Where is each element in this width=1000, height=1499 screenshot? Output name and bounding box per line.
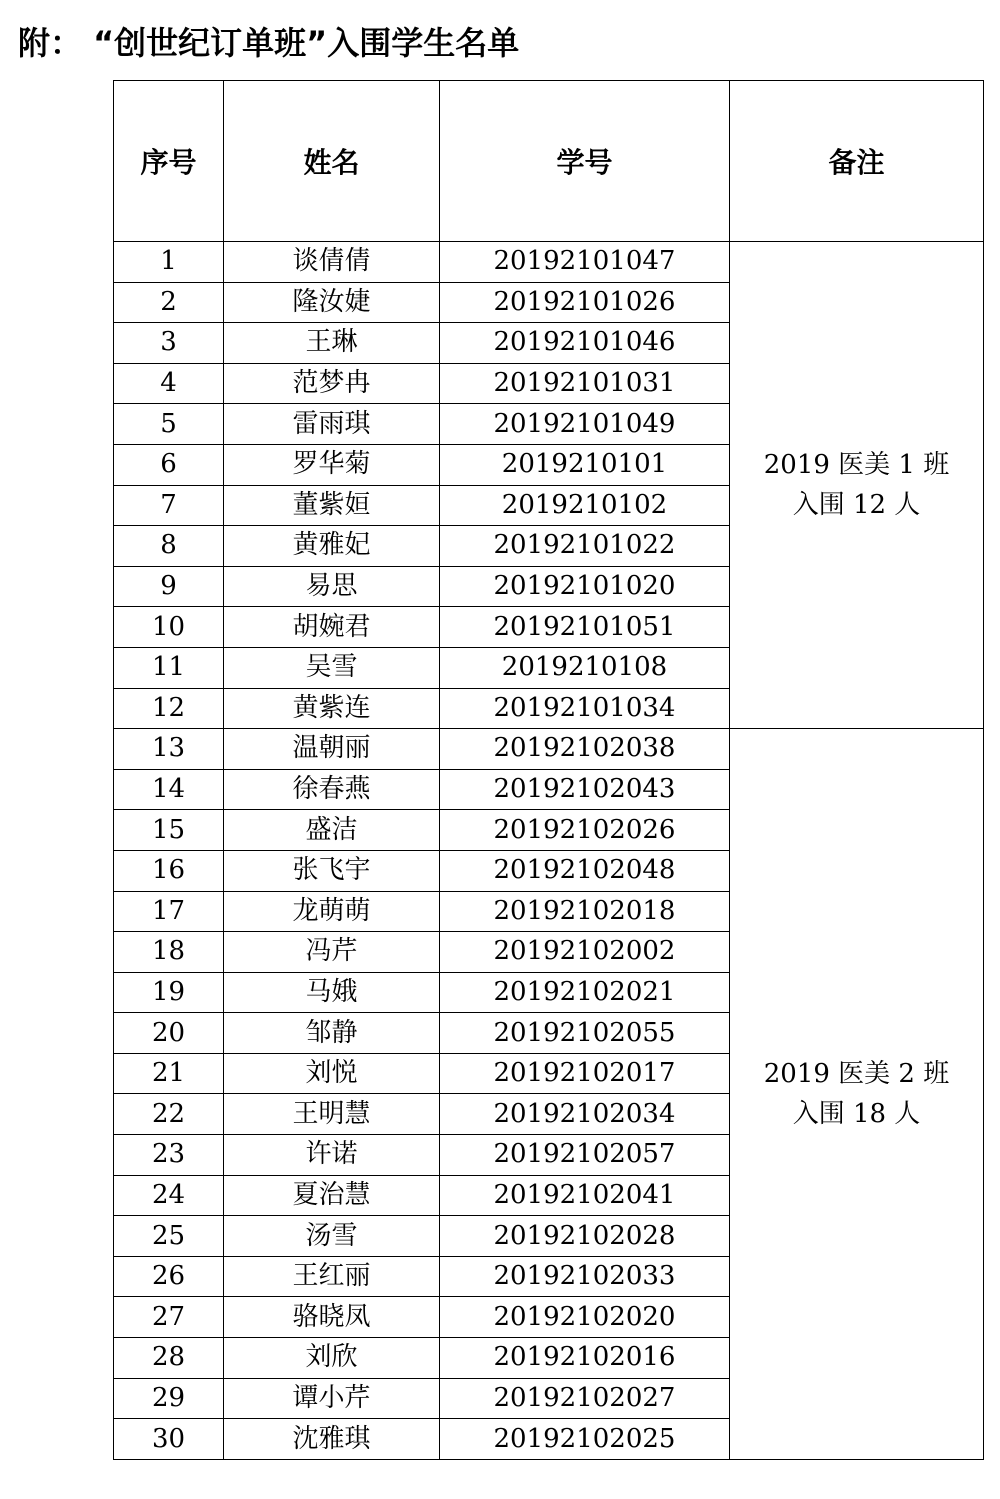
index-cell: 23: [114, 1135, 224, 1176]
name-cell: 温朝丽: [224, 729, 440, 770]
student-id-cell: 20192102057: [440, 1135, 730, 1176]
name-cell: 吴雪: [224, 647, 440, 688]
document-title: 附： “创世纪订单班”入围学生名单: [18, 24, 520, 62]
index-cell: 26: [114, 1256, 224, 1297]
student-id-cell: 20192101026: [440, 282, 730, 323]
name-cell: 罗华菊: [224, 444, 440, 485]
name-cell: 刘欣: [224, 1338, 440, 1379]
student-id-cell: 20192101020: [440, 566, 730, 607]
student-id-cell: 2019210108: [440, 647, 730, 688]
student-id-cell: 20192102055: [440, 1013, 730, 1054]
index-cell: 24: [114, 1175, 224, 1216]
name-cell: 雷雨琪: [224, 404, 440, 445]
header-row: [114, 81, 984, 242]
remark-cell: [730, 242, 984, 729]
name-cell: 沈雅琪: [224, 1419, 440, 1460]
student-id-cell: 2019210101: [440, 444, 730, 485]
student-id-cell: 20192102018: [440, 891, 730, 932]
index-cell: 16: [114, 850, 224, 891]
student-id-cell: 20192102016: [440, 1338, 730, 1379]
student-id-cell: 20192101034: [440, 688, 730, 729]
index-cell: 19: [114, 972, 224, 1013]
student-id-cell: 20192102033: [440, 1256, 730, 1297]
name-cell: 王明慧: [224, 1094, 440, 1135]
index-cell: 12: [114, 688, 224, 729]
name-cell: 谭小芹: [224, 1378, 440, 1419]
index-cell: 15: [114, 810, 224, 851]
student-id-cell: 20192102028: [440, 1216, 730, 1257]
index-cell: 30: [114, 1419, 224, 1460]
student-id-cell: 20192102027: [440, 1378, 730, 1419]
header-name: 姓名: [224, 81, 440, 242]
name-cell: 冯芹: [224, 932, 440, 973]
student-id-cell: 20192102017: [440, 1053, 730, 1094]
index-cell: 11: [114, 647, 224, 688]
header-remark: 备注: [730, 81, 984, 242]
name-cell: 黄雅妃: [224, 526, 440, 567]
name-cell: 谈倩倩: [224, 242, 440, 283]
student-id-cell: 20192102025: [440, 1419, 730, 1460]
index-cell: 1: [114, 242, 224, 283]
name-cell: 张飞宇: [224, 850, 440, 891]
name-cell: 范梦冉: [224, 363, 440, 404]
student-id-cell: 20192101046: [440, 323, 730, 364]
index-cell: 28: [114, 1338, 224, 1379]
header-student-id: 学号: [440, 81, 730, 242]
index-cell: 22: [114, 1094, 224, 1135]
index-cell: 29: [114, 1378, 224, 1419]
index-cell: 2: [114, 282, 224, 323]
name-cell: 刘悦: [224, 1053, 440, 1094]
student-id-cell: 20192102034: [440, 1094, 730, 1135]
student-id-cell: 20192102021: [440, 972, 730, 1013]
index-cell: 10: [114, 607, 224, 648]
name-cell: 隆汝婕: [224, 282, 440, 323]
index-cell: 5: [114, 404, 224, 445]
index-cell: 3: [114, 323, 224, 364]
student-id-cell: 20192101051: [440, 607, 730, 648]
index-cell: 13: [114, 729, 224, 770]
name-cell: 马娥: [224, 972, 440, 1013]
index-cell: 4: [114, 363, 224, 404]
student-id-cell: 20192101031: [440, 363, 730, 404]
table-body: [114, 242, 984, 1460]
student-id-cell: 20192102002: [440, 932, 730, 973]
name-cell: 汤雪: [224, 1216, 440, 1257]
index-cell: 6: [114, 444, 224, 485]
table-header: [114, 81, 984, 242]
index-cell: 27: [114, 1297, 224, 1338]
student-id-cell: 20192102043: [440, 769, 730, 810]
table-row: [114, 242, 984, 283]
name-cell: 董紫姮: [224, 485, 440, 526]
name-cell: 黄紫连: [224, 688, 440, 729]
name-cell: 龙萌萌: [224, 891, 440, 932]
remark-class-label: 2019 医美 2 班: [763, 1058, 950, 1089]
student-roster-table: [113, 80, 984, 1460]
table-row: [114, 729, 984, 770]
index-cell: 25: [114, 1216, 224, 1257]
name-cell: 盛洁: [224, 810, 440, 851]
index-cell: 8: [114, 526, 224, 567]
index-cell: 9: [114, 566, 224, 607]
student-id-cell: 20192102020: [440, 1297, 730, 1338]
name-cell: 邹静: [224, 1013, 440, 1054]
index-cell: 7: [114, 485, 224, 526]
student-id-cell: 20192102038: [440, 729, 730, 770]
remark-count-label: 入围 18 人: [792, 1098, 921, 1129]
name-cell: 王琳: [224, 323, 440, 364]
index-cell: 17: [114, 891, 224, 932]
student-id-cell: 2019210102: [440, 485, 730, 526]
index-cell: 18: [114, 932, 224, 973]
student-id-cell: 20192102048: [440, 850, 730, 891]
name-cell: 夏治慧: [224, 1175, 440, 1216]
index-cell: 14: [114, 769, 224, 810]
index-cell: 20: [114, 1013, 224, 1054]
student-id-cell: 20192101047: [440, 242, 730, 283]
student-id-cell: 20192101022: [440, 526, 730, 567]
name-cell: 徐春燕: [224, 769, 440, 810]
student-id-cell: 20192102041: [440, 1175, 730, 1216]
remark-cell: [730, 729, 984, 1460]
header-index: 序号: [114, 81, 224, 242]
student-id-cell: 20192102026: [440, 810, 730, 851]
name-cell: 胡婉君: [224, 607, 440, 648]
name-cell: 许诺: [224, 1135, 440, 1176]
remark-class-label: 2019 医美 1 班: [763, 450, 950, 481]
index-cell: 21: [114, 1053, 224, 1094]
remark-count-label: 入围 12 人: [792, 490, 921, 521]
name-cell: 王红丽: [224, 1256, 440, 1297]
name-cell: 骆晓凤: [224, 1297, 440, 1338]
name-cell: 易思: [224, 566, 440, 607]
student-id-cell: 20192101049: [440, 404, 730, 445]
